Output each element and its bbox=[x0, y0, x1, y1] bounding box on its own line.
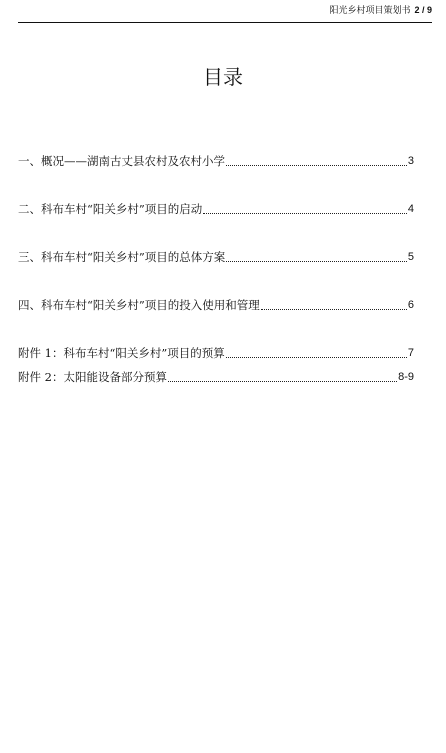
toc-entry-page: 6 bbox=[407, 299, 414, 311]
toc-entry-page: 7 bbox=[407, 347, 414, 359]
dot-leader bbox=[226, 261, 407, 262]
toc-entry-label: 二、科布车村“阳关乡村”项目的启动 bbox=[18, 202, 203, 216]
header-title: 阳光乡村项目策划书 bbox=[329, 6, 411, 16]
page-header bbox=[18, 0, 432, 23]
toc-entry-page: 3 bbox=[407, 155, 414, 167]
toc-entry-page: 5 bbox=[407, 251, 414, 263]
dot-leader bbox=[261, 309, 407, 310]
toc-entry-page: 8-9 bbox=[398, 371, 414, 383]
toc-entry-label: 四、科布车村“阳关乡村”项目的投入使用和管理 bbox=[18, 298, 260, 312]
toc-entry[interactable] bbox=[18, 246, 414, 266]
dot-leader bbox=[203, 213, 407, 214]
page-indicator: 2 / 9 bbox=[414, 5, 432, 15]
toc-entry[interactable] bbox=[18, 366, 414, 386]
toc-entry-label: 三、科布车村“阳关乡村”项目的总体方案 bbox=[18, 250, 226, 264]
toc-entry[interactable] bbox=[18, 294, 414, 314]
toc-entry[interactable] bbox=[18, 150, 414, 170]
dot-leader bbox=[226, 357, 407, 358]
header-text bbox=[329, 4, 432, 17]
toc-entry-label: 附件 1：科布车村“阳关乡村”项目的预算 bbox=[18, 346, 225, 360]
toc-entry-label: 一、概况——湖南古丈县农村及农村小学 bbox=[18, 154, 225, 168]
toc-entry-label: 附件 2：太阳能设备部分预算 bbox=[18, 370, 167, 384]
toc-entry[interactable] bbox=[18, 198, 414, 218]
toc-entry-page: 4 bbox=[407, 203, 414, 215]
toc-entry[interactable] bbox=[18, 342, 414, 362]
dot-leader bbox=[226, 165, 407, 166]
dot-leader bbox=[168, 381, 397, 382]
document-title: 目录 bbox=[203, 65, 243, 89]
